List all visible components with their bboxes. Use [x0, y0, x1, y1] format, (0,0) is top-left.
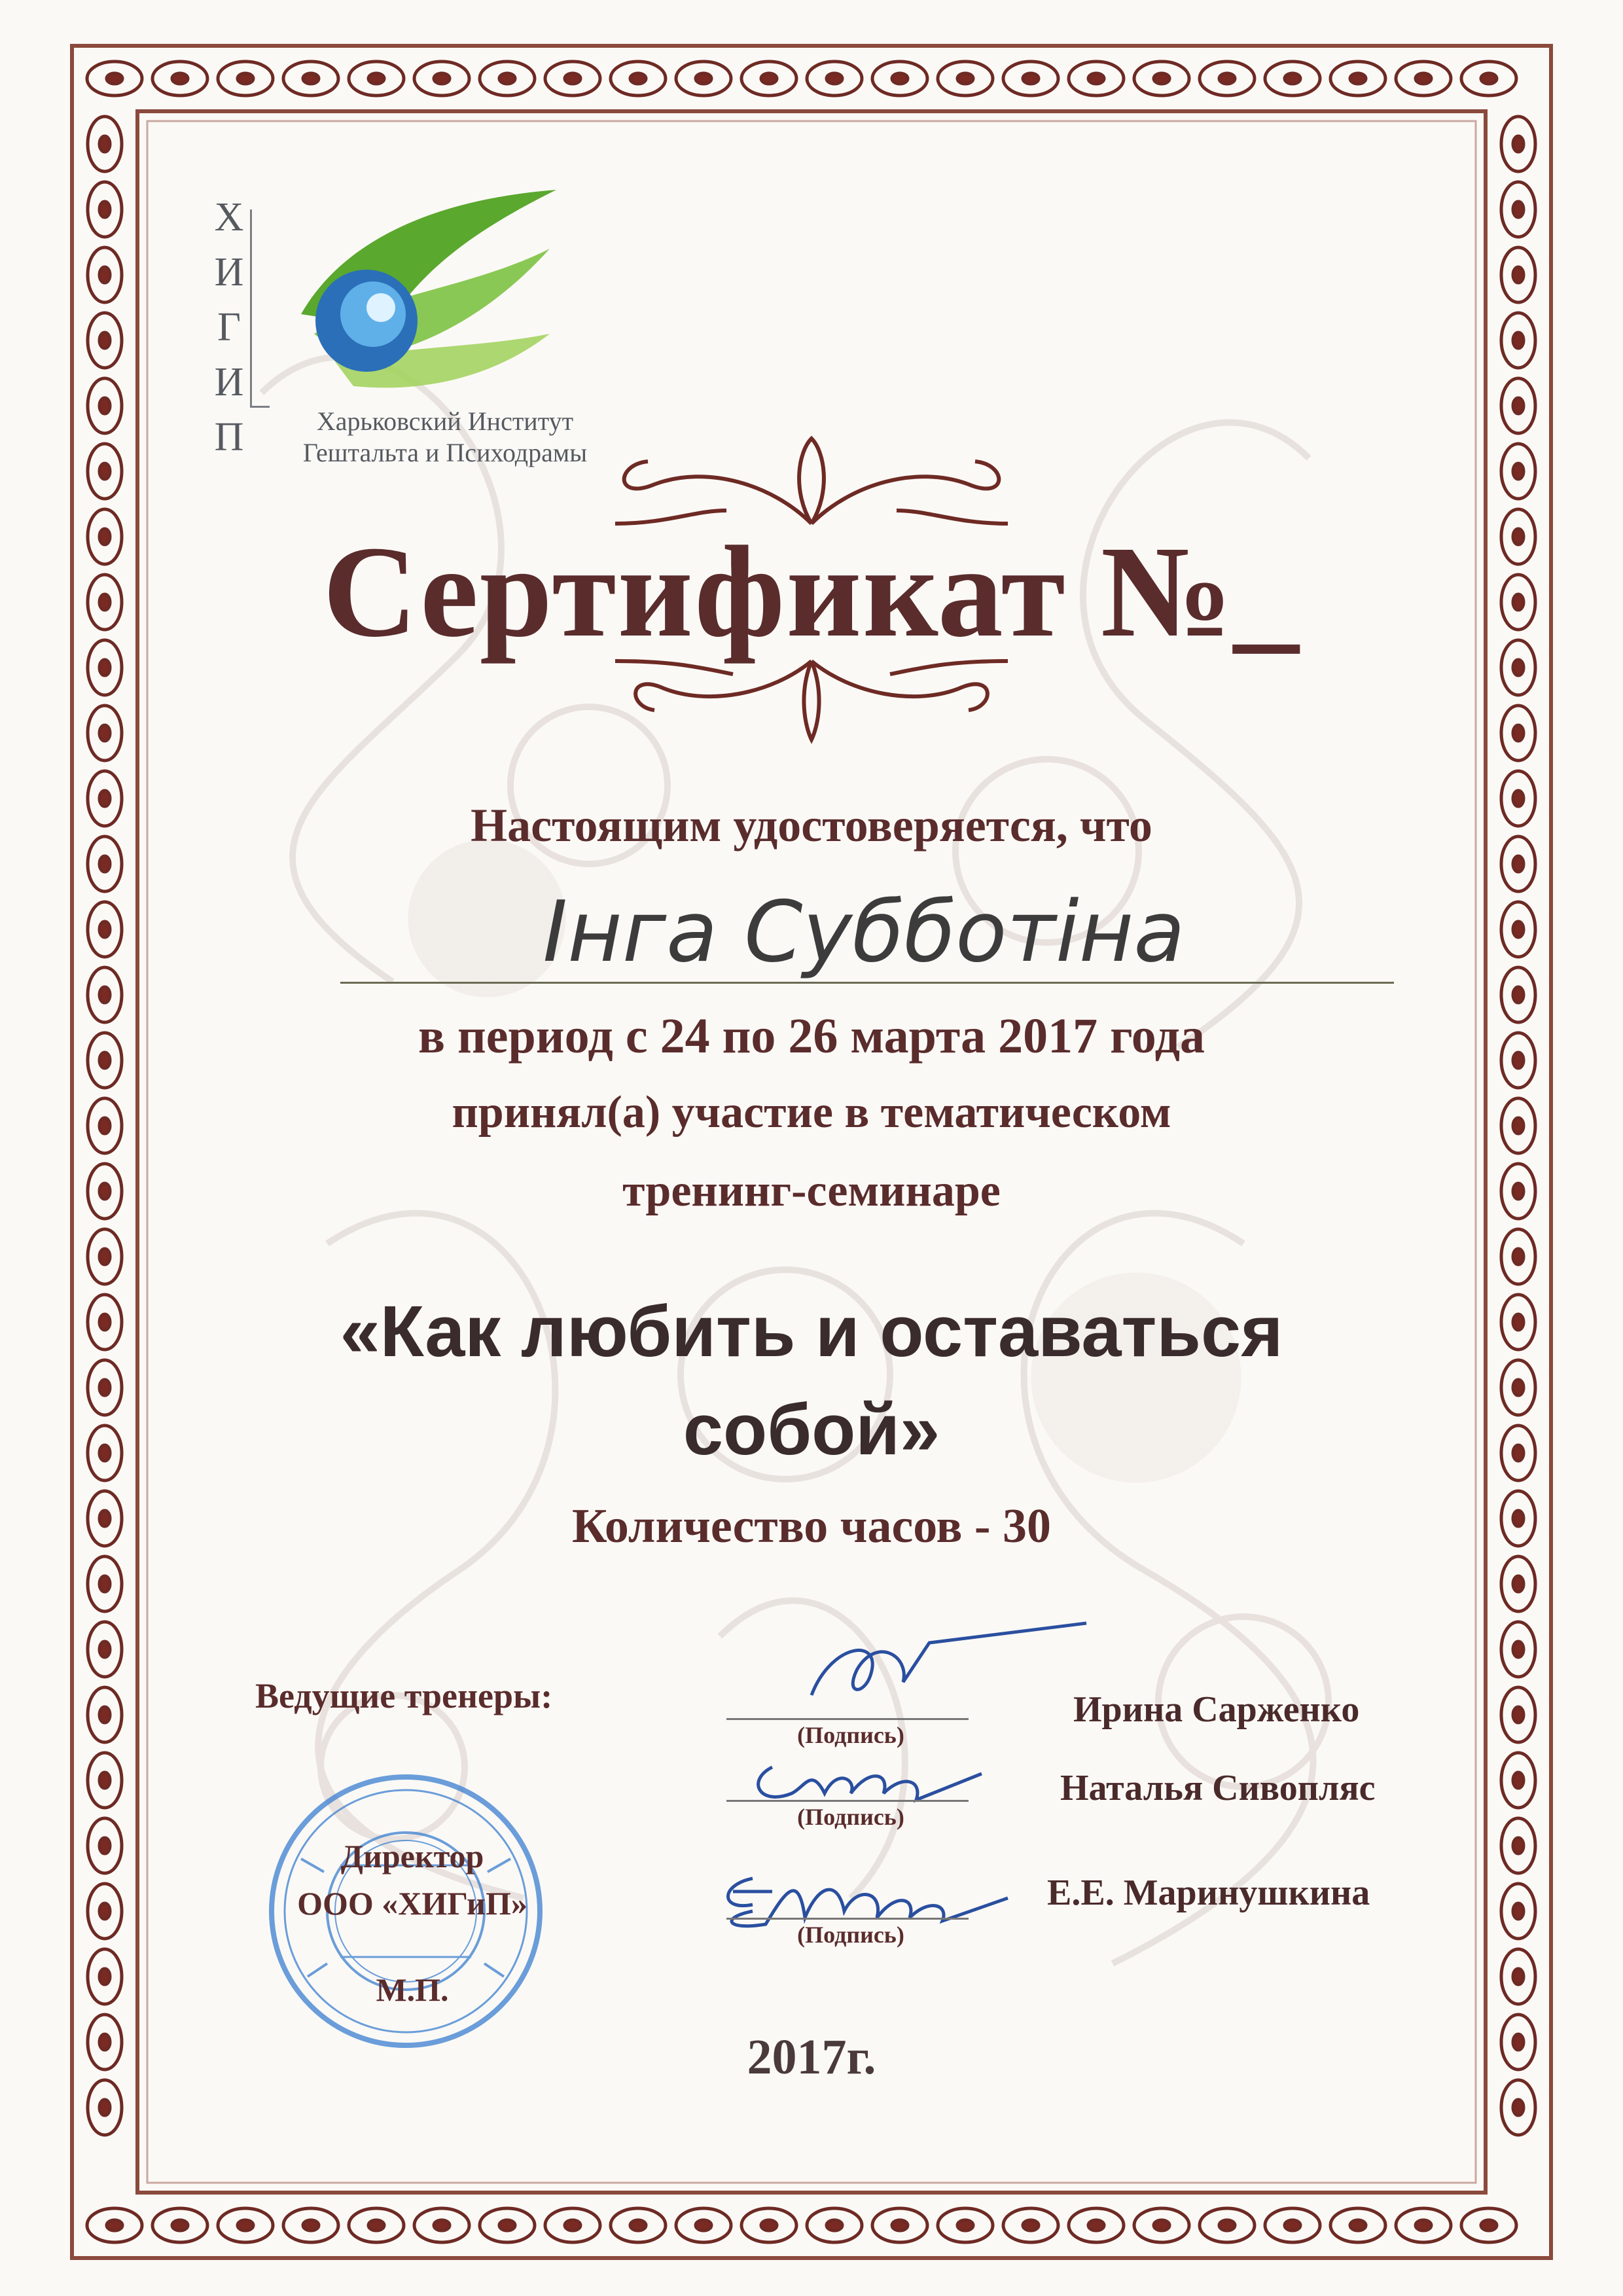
title-ornament-bottom [589, 655, 1034, 746]
seminar-type-text: тренинг-семинаре [622, 1166, 1001, 1216]
signature-1 [772, 1617, 1113, 1715]
signature-caption-1: (Подпись) [797, 1722, 904, 1748]
institute-name: Харьковский Институт Гештальта и Психодрамы [302, 406, 588, 467]
trainers-label: Ведущие тренеры: [255, 1676, 553, 1715]
seminar-title: «Как любить и оставаться собой» [340, 1291, 1283, 1470]
eye-leaf-icon [275, 183, 563, 399]
trainer-name-1: Ирина Сарженко [1073, 1689, 1360, 1730]
recipient-underline [340, 982, 1394, 984]
director-block: Директор ООО «ХИГиП» М.П. [297, 1838, 527, 2008]
institute-logo [196, 183, 602, 484]
recipient-name: Інга Субботіна [543, 884, 1185, 981]
trainer-name-3: Е.Е. Маринушкина [1047, 1873, 1370, 1913]
period-text: в период с 24 по 26 марта 2017 года [418, 1009, 1205, 1064]
participation-text: принял(а) участие в тематическом [452, 1087, 1171, 1138]
signature-2 [733, 1741, 995, 1813]
certificate-title: Сертификат №_ [323, 520, 1300, 664]
hours-text: Количество часов - 30 [571, 1499, 1052, 1553]
logo-acronym: Х И Г И П [214, 195, 244, 459]
signature-caption-3: (Подпись) [797, 1922, 904, 1948]
trainer-name-2: Наталья Сивопляс [1060, 1768, 1376, 1808]
signature-caption-2: (Подпись) [797, 1804, 904, 1830]
title-ornament-top [576, 425, 1047, 530]
issue-year: 2017г. [747, 2030, 876, 2085]
statement-text: Настоящим удостоверяется, что [471, 799, 1152, 852]
